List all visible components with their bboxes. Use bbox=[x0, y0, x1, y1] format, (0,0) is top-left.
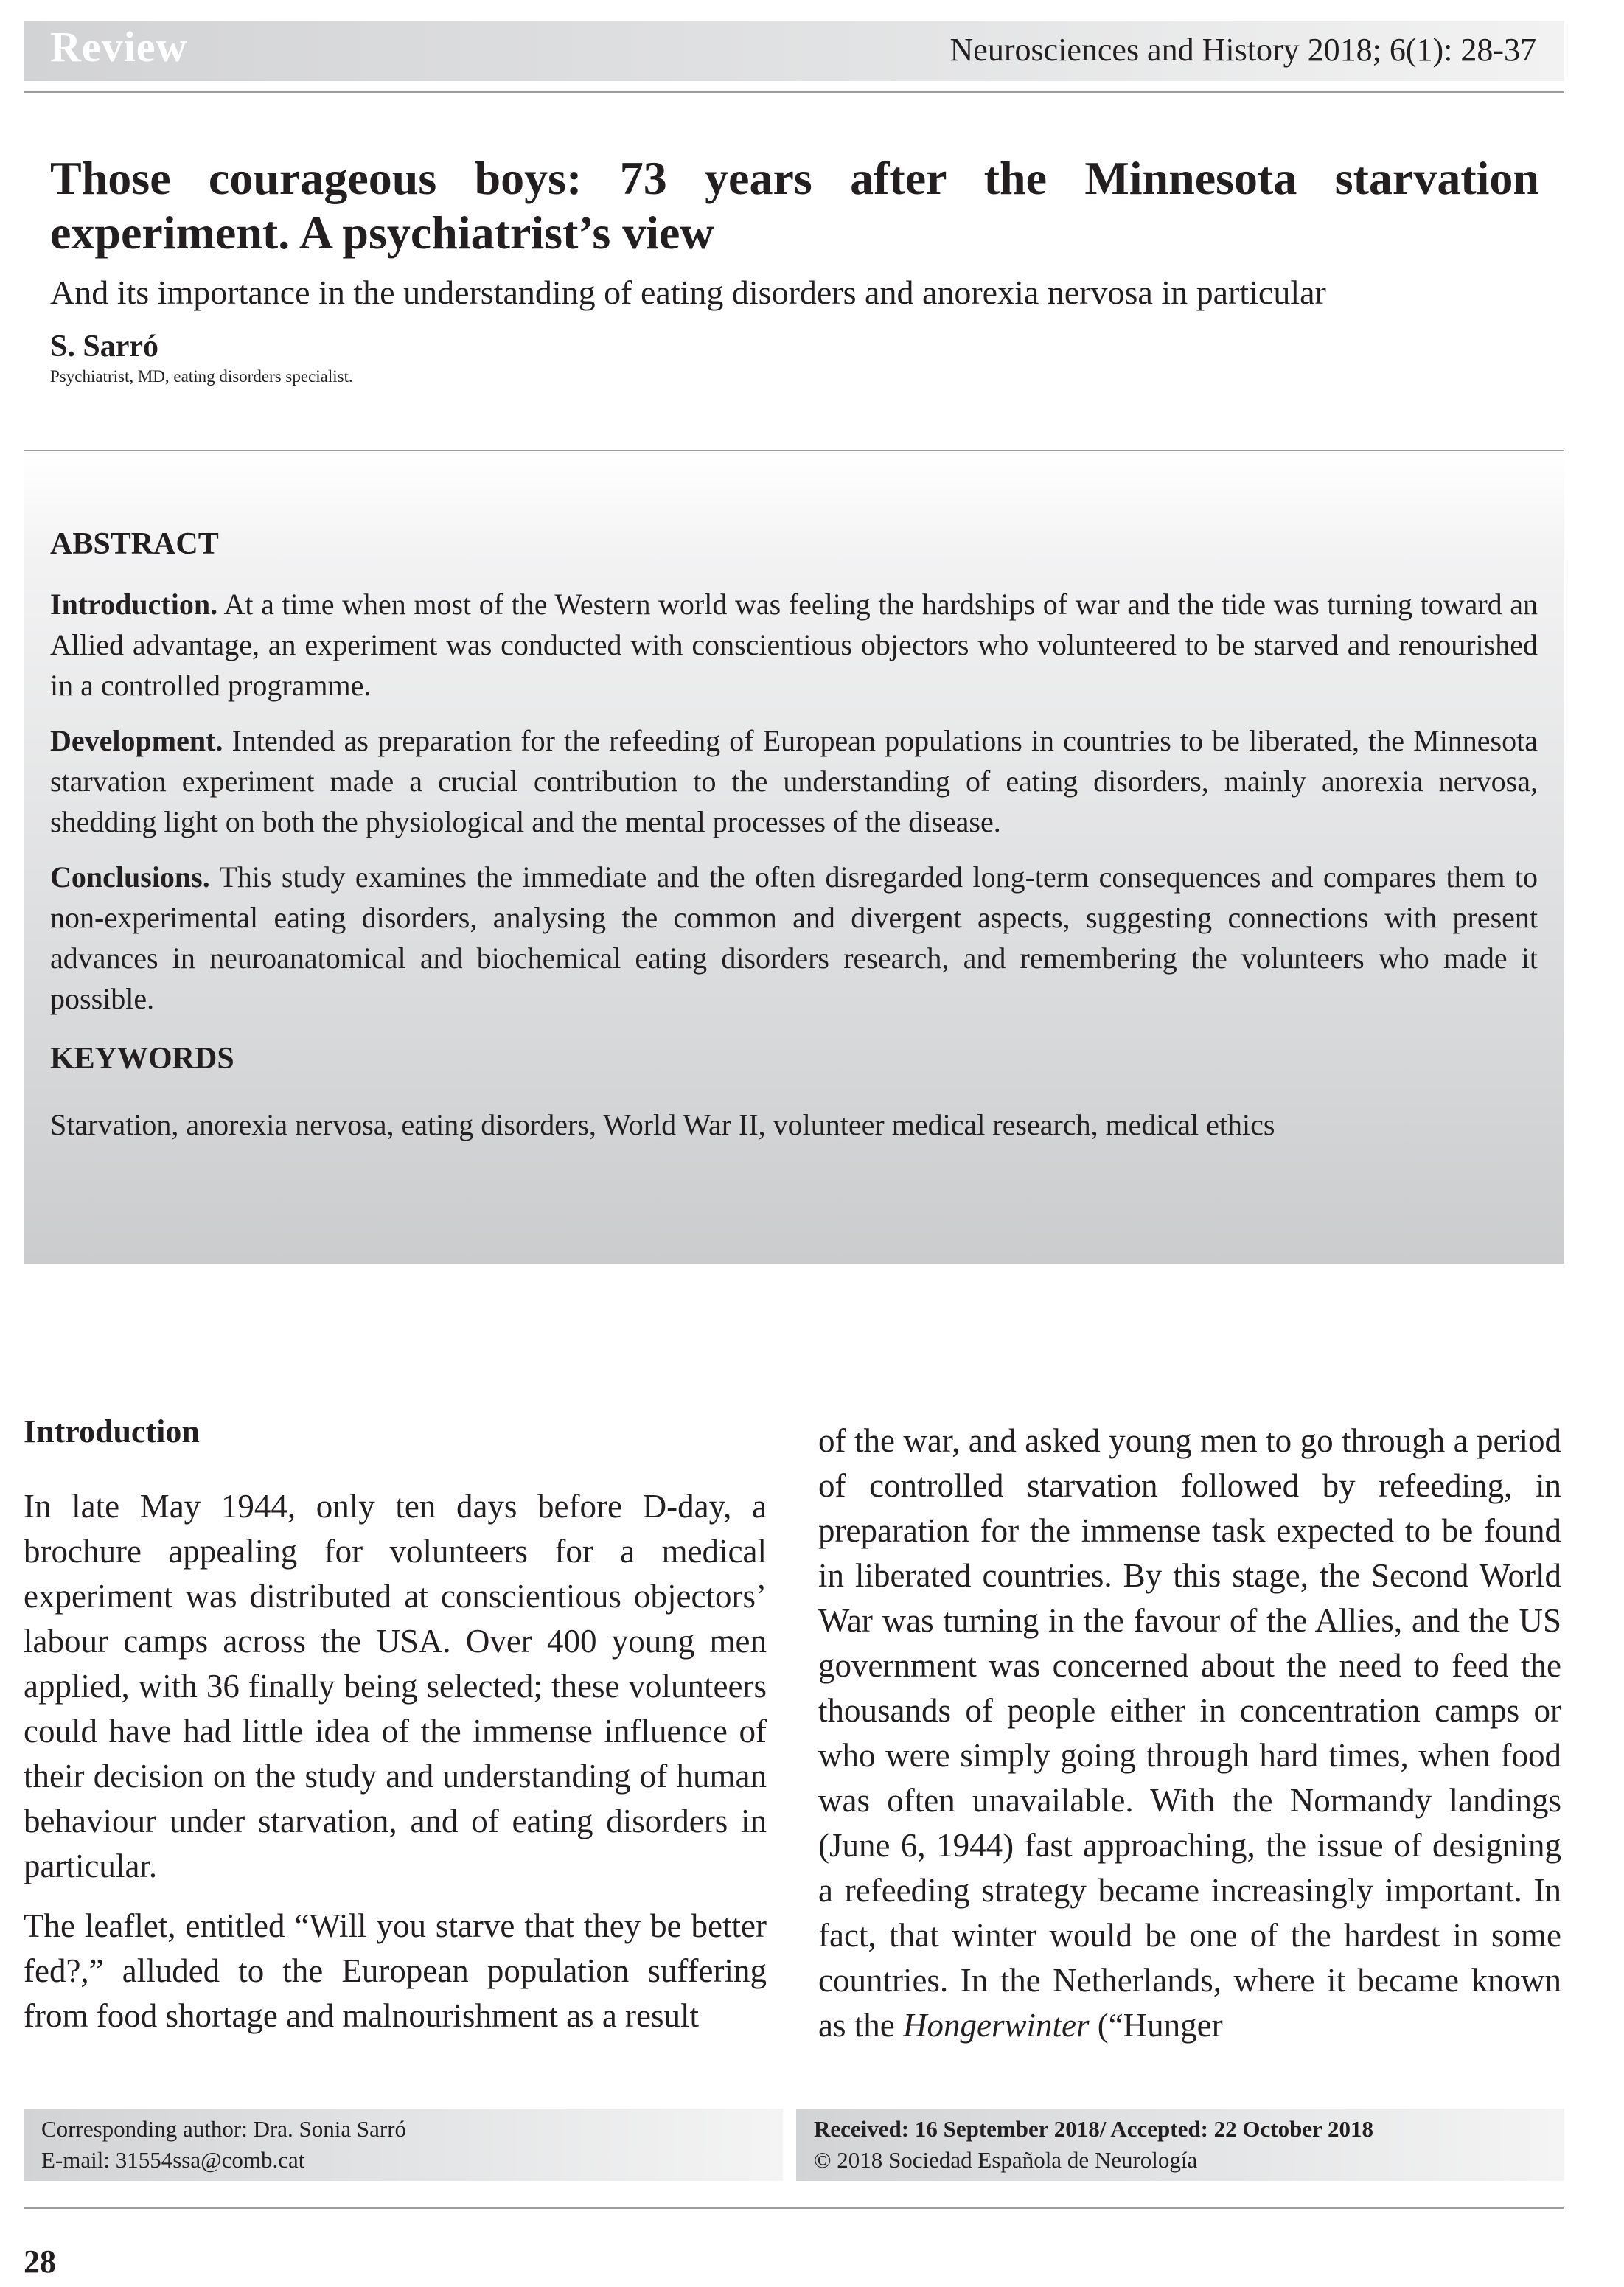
received-accepted-dates: Received: 16 September 2018/ Accepted: 22 October 2018 bbox=[814, 2116, 1374, 2142]
author-affiliation: Psychiatrist, MD, eating disorders specialist. bbox=[50, 367, 353, 386]
page-number: 28 bbox=[24, 2244, 56, 2280]
keywords-heading: KEYWORDS bbox=[50, 1042, 234, 1076]
footer-divider bbox=[24, 2207, 1564, 2209]
abstract-heading: ABSTRACT bbox=[50, 527, 219, 561]
article-subtitle: And its importance in the understanding of eating disorders and anorexia nervosa in particular bbox=[50, 274, 1326, 311]
body-italic-term: Hongerwinter bbox=[902, 2007, 1090, 2044]
copyright-notice: © 2018 Sociedad Española de Neurología bbox=[814, 2147, 1198, 2173]
dates-box bbox=[796, 2109, 1564, 2181]
body-column-right bbox=[818, 1419, 1561, 2063]
abstract-label: Introduction. bbox=[50, 588, 218, 621]
abstract-label: Conclusions. bbox=[50, 860, 210, 894]
abstract-text: This study examines the immediate and the often disregarded long-term consequences and compares them to non-experimental eating disorders, analysing the common and divergent aspects, suggesting connections with present advances in neuroanatomical and biochemical eating disorders research, and remembering the volunteers who made it possible. bbox=[50, 860, 1538, 1015]
author-email: E-mail: 31554ssa@comb.cat bbox=[41, 2147, 305, 2173]
author-name: S. Sarró bbox=[50, 330, 158, 363]
body-text: (“Hunger bbox=[1089, 2007, 1223, 2044]
abstract-label: Development. bbox=[50, 724, 223, 757]
abstract-content bbox=[50, 526, 1538, 1145]
abstract-conclusions bbox=[50, 857, 1538, 1019]
title-divider bbox=[24, 450, 1564, 451]
corresponding-author: Corresponding author: Dra. Sonia Sarró bbox=[41, 2116, 407, 2142]
body-paragraph bbox=[818, 1419, 1561, 2048]
abstract-text: Intended as preparation for the refeeding of European populations in countries to be liberated, the Minnesota starvation experiment made a crucial contribution to the understanding of eating disorders, mainly anorexia nervosa, shedding light on both the physiological and the mental processes of the disease. bbox=[50, 724, 1538, 838]
journal-reference: Neurosciences and History 2018; 6(1): 28-37 bbox=[949, 32, 1536, 68]
body-paragraph: In late May 1944, only ten days before D-day, a brochure appealing for volunteers for a medical experiment was distributed at conscientious objectors’ labour camps across the USA. Over 400 young men applied, with 36 finally being selected; these volunteers could have had little idea of the immense influence of their decision on the study and understanding of human behaviour under starvation, and of eating disorders in particular. bbox=[24, 1488, 767, 1884]
header-divider bbox=[24, 91, 1564, 93]
abstract-box bbox=[24, 453, 1564, 1264]
header-band bbox=[24, 21, 1564, 81]
abstract-introduction bbox=[50, 584, 1538, 706]
keywords-list: Starvation, anorexia nervosa, eating disorders, World War II, volunteer medical research, medical ethics bbox=[50, 1108, 1275, 1141]
abstract-development bbox=[50, 720, 1538, 842]
section-heading: Introduction bbox=[24, 1413, 200, 1449]
correspondence-box bbox=[24, 2109, 783, 2181]
body-paragraph: The leaflet, entitled “Will you starve that they be better fed?,” alluded to the European population suffering from food shortage and malnourishment as a result bbox=[24, 1907, 767, 2034]
body-column-left bbox=[24, 1413, 767, 2053]
article-type-label: Review bbox=[50, 23, 188, 71]
abstract-text: At a time when most of the Western world was feeling the hardships of war and the tide was turning toward an Allied advantage, an experiment was conducted with conscientious objectors who volunteered to be starved and renourished in a controlled programme. bbox=[50, 588, 1538, 702]
body-text: of the war, and asked young men to go through a period of controlled starvation followed by refeeding, in preparation for the immense task expected to be found in liberated countries. By this stage, the Second World War was turning in the favour of the Allies, and the US government was concerned about the need to feed the thousands of people either in concentration camps or who were simply going through hard times, when food was often unavailable. With the Normandy landings (June 6, 1944) fast approaching, the issue of designing a refeeding strategy became increasingly important. In fact, that winter would be one of the hardest in some countries. In the Netherlands, where it became known as the bbox=[818, 1422, 1561, 2044]
article-title: Those courageous boys: 73 years after the Minnesota starvation experiment. A psychiatrist’s view bbox=[50, 152, 1539, 259]
